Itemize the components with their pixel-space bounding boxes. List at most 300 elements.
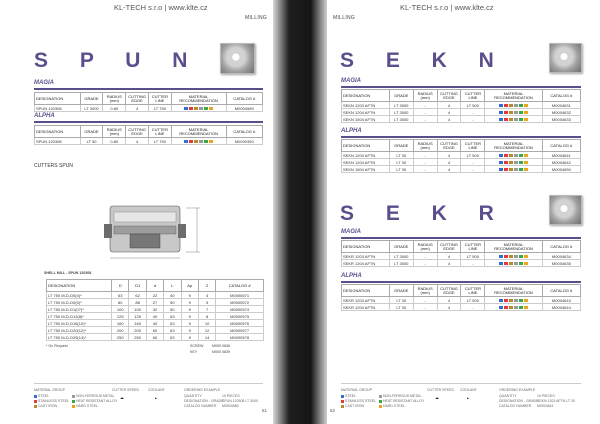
insert-image-sekn [549, 43, 582, 73]
table-cell: - [413, 253, 437, 260]
table-cell: M0000577 [216, 327, 264, 334]
material-color-chip [514, 306, 518, 309]
table-cell: 5 [198, 299, 215, 306]
table-row [47, 299, 264, 306]
table-cell: 100 [129, 306, 146, 313]
column-header: CATALOG # [226, 93, 263, 105]
material-color-chip [504, 255, 508, 258]
table-cell: - [413, 152, 437, 159]
material-color-chip [519, 168, 523, 171]
material-color-chip [524, 111, 528, 114]
table-cell: 4 [437, 304, 461, 311]
material-group-label: MATERIAL GROUP [341, 388, 372, 392]
table-cell: M0000578 [216, 334, 264, 341]
material-color-chip [509, 306, 513, 309]
right-catalog-page [327, 0, 600, 424]
table-cell: LT 30 [389, 152, 413, 159]
column-header: CUTTER LINE [148, 93, 171, 105]
column-header: CATALOG # [216, 280, 264, 292]
column-header: MATERIAL RECOMMENDATION [171, 93, 226, 105]
key-catalog: M000 0839 [212, 350, 230, 354]
material-color-chip [509, 118, 513, 121]
table-cell: LT 750 [148, 105, 171, 112]
column-header: CATALOG # [226, 126, 263, 138]
material-color-chip [189, 107, 193, 110]
table-cell: 63 [164, 334, 181, 341]
material-color-chip [72, 395, 75, 398]
sekr-magia-table [341, 240, 581, 267]
table-cell: - [461, 109, 485, 116]
ordering-example-line: 10 PIECES [537, 394, 555, 398]
table-row [47, 320, 264, 327]
header-brand: KL-TECH s.r.o | www.klte.cz [400, 3, 494, 12]
column-header: CUTTER LINE [148, 126, 171, 138]
table-cell: 10 [198, 320, 215, 327]
material-color-chip [514, 262, 518, 265]
table-cell: SEKN 1204 AFTN [342, 109, 390, 116]
ordering-example-line: DESIGNATION - GRADE [184, 399, 224, 403]
ordering-example-line: DESIGNATION - GRADE [499, 399, 539, 403]
material-color-chip [519, 306, 523, 309]
table-cell: 40 [164, 292, 181, 299]
column-header: GRADE [389, 90, 413, 102]
material-legend-label: CAST IRON [345, 404, 364, 408]
insert-image-sekr [549, 195, 582, 225]
column-header: CUTTER LINE [461, 285, 485, 297]
table-cell: M0004635 [542, 260, 580, 267]
material-color-chip [524, 168, 528, 171]
section-divider [341, 136, 581, 138]
table-row [342, 159, 581, 166]
table-cell: M0000575 [216, 313, 264, 320]
table-cell: 4 [437, 159, 461, 166]
material-color-chip [514, 168, 518, 171]
material-color-chip [519, 104, 523, 107]
spun-alpha-table [34, 125, 263, 145]
material-group-label: MATERIAL GROUP [34, 388, 65, 392]
material-color-chip [514, 161, 518, 164]
table-cell: M0004642 [542, 159, 580, 166]
table-cell: SEKN 1203 AFTN [342, 102, 390, 109]
table-cell: LT 750 M-D-D0(4)* [47, 292, 112, 299]
column-header: GRADE [389, 140, 413, 152]
table-row [342, 102, 581, 109]
ordering-example-line: M0004641 [537, 404, 554, 408]
coolant-label: COOLANT [148, 388, 165, 392]
table-cell: 27 [146, 299, 163, 306]
table-cell: 160 [129, 320, 146, 327]
table-cell: LT 750 [148, 138, 171, 145]
material-recommendation [485, 297, 542, 304]
material-color-chip [524, 306, 528, 309]
table-cell: 9 [181, 299, 198, 306]
table-cell: 4 [437, 260, 461, 267]
material-legend-item [72, 404, 98, 408]
table-row [47, 292, 264, 299]
magia-heading: MAGIA [34, 80, 54, 86]
table-cell: 9 [181, 334, 198, 341]
material-color-chip [509, 262, 513, 265]
table-cell: 60 [146, 334, 163, 341]
column-header: Ap [181, 280, 198, 292]
column-header: D1 [129, 280, 146, 292]
column-header: CUTTING EDGE [437, 241, 461, 253]
table-cell: 9 [181, 327, 198, 334]
table-cell: 32 [146, 306, 163, 313]
table-row [35, 138, 263, 145]
table-cell: - [413, 159, 437, 166]
material-recommendation [485, 152, 542, 159]
table-cell: 9 [181, 292, 198, 299]
material-color-chip [514, 118, 518, 121]
material-color-chip [509, 154, 513, 157]
material-color-chip [514, 299, 518, 302]
table-cell: M0000576 [216, 320, 264, 327]
table-cell: M0004632 [542, 109, 580, 116]
material-color-chip [509, 161, 513, 164]
speed-gauge-icon: ◓ [120, 396, 125, 403]
column-header: CUTTING EDGE [126, 126, 149, 138]
table-cell: - [461, 116, 485, 123]
material-recommendation [485, 109, 542, 116]
column-header: RADIUS (mm) [103, 93, 126, 105]
coolant-icon: ◔ [153, 396, 158, 403]
ordering-example-line: SPUN 120308 LT 3000 [222, 399, 258, 403]
table-cell: - [461, 304, 485, 311]
material-color-chip [509, 111, 513, 114]
ordering-example-line: SEKN 1203 AFTN LT 30 [537, 399, 575, 403]
table-cell: SPUN 120308 [35, 105, 81, 112]
material-legend-item [379, 404, 405, 408]
material-legend-item [341, 394, 356, 398]
sekn-alpha-table [341, 139, 581, 173]
table-row [342, 297, 581, 304]
material-color-chip [519, 255, 523, 258]
material-color-chip [499, 111, 503, 114]
sekn-magia-table [341, 89, 581, 123]
material-recommendation [171, 138, 226, 145]
material-color-chip [509, 168, 513, 171]
table-cell: M0000350 [226, 138, 263, 145]
material-color-chip [509, 299, 513, 302]
left-catalog-page [0, 0, 273, 424]
table-row [47, 306, 264, 313]
section-divider [34, 121, 263, 123]
table-cell: 4 [437, 152, 461, 159]
table-cell: 50 [164, 306, 181, 313]
table-cell: 160 [112, 320, 129, 327]
column-header: d [146, 280, 163, 292]
table-cell: 40 [146, 313, 163, 320]
material-color-chip [209, 107, 213, 110]
material-color-chip [204, 140, 208, 143]
table-row [47, 334, 264, 341]
table-cell: LT 3000 [389, 260, 413, 267]
table-cell: LT 500 [461, 152, 485, 159]
column-header: DESIGNATION [342, 241, 390, 253]
table-cell: LT 3000 [389, 253, 413, 260]
column-header: RADIUS (mm) [413, 285, 437, 297]
material-color-chip [379, 400, 382, 403]
column-header: DESIGNATION [342, 90, 390, 102]
table-cell: 4 [126, 138, 149, 145]
column-header: CUTTER LINE [461, 90, 485, 102]
material-color-chip [341, 400, 344, 403]
table-cell: 9 [181, 306, 198, 313]
material-recommendation [485, 159, 542, 166]
table-row [342, 166, 581, 173]
shell-mill-table [46, 279, 264, 341]
table-cell: SEKN 1504 AFTN [342, 166, 390, 173]
column-header: GRADE [389, 241, 413, 253]
table-cell: SEKR 1203 AFTN [342, 253, 390, 260]
column-header: MATERIAL RECOMMENDATION [485, 140, 542, 152]
table-cell: - [413, 116, 437, 123]
column-header: DESIGNATION [342, 285, 390, 297]
material-color-chip [504, 299, 508, 302]
ordering-example-label: ORDERING EXAMPLE [499, 388, 536, 392]
table-cell: LT 3000 [389, 116, 413, 123]
material-legend-label: NON-FERROUS METAL [383, 394, 422, 398]
table-cell: 0.80 [103, 138, 126, 145]
header-section: MILLING [333, 15, 356, 21]
cutter-speed-label: CUTTER SPEED [112, 388, 140, 392]
table-cell: 4 [437, 253, 461, 260]
section-divider [34, 88, 263, 90]
material-color-chip [199, 140, 203, 143]
column-header: DESIGNATION [35, 93, 81, 105]
material-color-chip [499, 161, 503, 164]
table-cell: SPUN 120308 [35, 138, 81, 145]
table-cell: 200 [129, 327, 146, 334]
table-row [342, 304, 581, 311]
column-header: RADIUS (mm) [413, 241, 437, 253]
table-cell: M0000572 [216, 299, 264, 306]
table-row [47, 327, 264, 334]
ordering-example-line: M0004589 [222, 404, 239, 408]
table-cell: M0000571 [216, 292, 264, 299]
table-cell: M0004631 [542, 102, 580, 109]
material-color-chip [514, 154, 518, 157]
table-row [47, 313, 264, 320]
material-color-chip [519, 154, 523, 157]
material-color-chip [504, 168, 508, 171]
ordering-example-label: ORDERING EXAMPLE [184, 388, 221, 392]
material-color-chip [524, 104, 528, 107]
alpha-heading: ALPHA [34, 113, 55, 119]
material-legend-label: CAST IRON [38, 404, 57, 408]
material-color-chip [189, 140, 193, 143]
table-cell: - [413, 304, 437, 311]
table-cell: M0004644 [542, 304, 580, 311]
cutter-speed-label: CUTTER SPEED [427, 388, 455, 392]
table-cell: SEKR 1203 AFTN [342, 297, 390, 304]
table-cell: M0004643 [542, 297, 580, 304]
product-title-sekr: S E K R [340, 202, 507, 225]
column-header: L [164, 280, 181, 292]
material-legend-label: STAINLESS STEEL [38, 399, 70, 403]
table-cell: - [413, 109, 437, 116]
ordering-example-line: CATALOG NUMBER [184, 404, 217, 408]
material-color-chip [524, 161, 528, 164]
material-color-chip [504, 111, 508, 114]
table-cell: 250 [112, 334, 129, 341]
table-cell: LT 750 M-D-D16(10)* [47, 320, 112, 327]
material-color-chip [519, 299, 523, 302]
table-cell: - [413, 260, 437, 267]
material-color-chip [524, 262, 528, 265]
table-cell: LT 30 [389, 166, 413, 173]
table-cell: SEKN 1203 AFTN [342, 152, 390, 159]
material-color-chip [72, 400, 75, 403]
table-cell: 60 [146, 327, 163, 334]
table-cell: 12 [198, 327, 215, 334]
table-cell: M0004634 [542, 253, 580, 260]
column-header: CUTTER LINE [461, 241, 485, 253]
material-color-chip [514, 255, 518, 258]
table-cell: 0.80 [103, 105, 126, 112]
cutters-heading: CUTTERS SPUN [34, 163, 73, 169]
material-color-chip [499, 168, 503, 171]
material-color-chip [519, 111, 523, 114]
material-legend-label: STEEL [38, 394, 50, 398]
table-cell: 80 [112, 299, 129, 306]
material-legend-item [34, 404, 57, 408]
table-cell: LT 30 [389, 297, 413, 304]
table-cell: - [413, 102, 437, 109]
column-header: DESIGNATION [47, 280, 112, 292]
table-row [342, 253, 581, 260]
table-row [342, 116, 581, 123]
column-header: MATERIAL RECOMMENDATION [485, 90, 542, 102]
table-cell: SEKR 1204 AFTN [342, 304, 390, 311]
material-legend-item [341, 404, 364, 408]
column-header: MATERIAL RECOMMENDATION [485, 241, 542, 253]
material-color-chip [499, 104, 503, 107]
material-legend-label: HARD STEEL [76, 404, 98, 408]
ordering-example-line: QUANTITY [184, 394, 202, 398]
column-header: RADIUS (mm) [103, 126, 126, 138]
material-legend-label: HARD STEEL [383, 404, 405, 408]
table-cell: M0004641 [542, 152, 580, 159]
material-legend-label: STEEL [345, 394, 357, 398]
table-cell: 4 [437, 116, 461, 123]
material-color-chip [504, 161, 508, 164]
table-cell: 125 [112, 313, 129, 320]
column-header: CATALOG # [542, 90, 580, 102]
table-cell: 63 [164, 327, 181, 334]
magia-heading: MAGIA [341, 78, 361, 84]
material-color-chip [379, 395, 382, 398]
material-color-chip [341, 405, 344, 408]
magia-heading: MAGIA [341, 229, 361, 235]
material-color-chip [504, 306, 508, 309]
material-recommendation [485, 253, 542, 260]
table-cell: 50 [164, 299, 181, 306]
material-color-chip [509, 255, 513, 258]
book-spine [273, 0, 327, 424]
ordering-example-line: QUANTITY [499, 394, 517, 398]
column-header: DESIGNATION [35, 126, 81, 138]
section-divider [341, 281, 581, 283]
table-cell: 100 [112, 306, 129, 313]
material-legend-label: HEAT RESISTANT ALLOY [76, 399, 118, 403]
table-cell: 22 [146, 292, 163, 299]
section-divider [341, 237, 581, 239]
material-color-chip [519, 161, 523, 164]
material-legend-item [379, 399, 424, 403]
column-header: CATALOG # [542, 285, 580, 297]
material-color-chip [499, 299, 503, 302]
header-brand: KL-TECH s.r.o | www.klte.cz [114, 3, 208, 12]
speed-gauge-icon: ◓ [435, 396, 440, 403]
footer-divider [34, 383, 263, 384]
material-color-chip [519, 262, 523, 265]
material-legend-label: HEAT RESISTANT ALLOY [383, 399, 425, 403]
material-color-chip [504, 118, 508, 121]
table-cell: M0000574 [216, 306, 264, 313]
table-cell: 62 [129, 292, 146, 299]
material-recommendation [171, 105, 226, 112]
column-header: GRADE [80, 126, 103, 138]
column-header: CUTTING EDGE [126, 93, 149, 105]
screw-label: SCREW [190, 344, 204, 348]
table-cell: - [413, 166, 437, 173]
table-cell: M0004633 [542, 116, 580, 123]
table-cell: 63 [164, 313, 181, 320]
material-color-chip [34, 395, 37, 398]
table-cell: 4 [198, 292, 215, 299]
table-cell: 4 [126, 105, 149, 112]
table-cell: - [413, 297, 437, 304]
alpha-heading: ALPHA [341, 273, 362, 279]
table-cell: SEKN 1504 AFTN [342, 116, 390, 123]
sekr-alpha-table [341, 284, 581, 311]
screw-catalog: M000 0836 [212, 344, 230, 348]
table-cell: 40 [146, 320, 163, 327]
table-cell: LT 750 M-D-D12(8)* [47, 313, 112, 320]
table-row [35, 105, 263, 112]
column-header: CUTTER LINE [461, 140, 485, 152]
table-cell: 9 [181, 313, 198, 320]
table-cell: 4 [437, 102, 461, 109]
spun-magia-table [34, 92, 263, 112]
table-cell: M0004650 [542, 166, 580, 173]
key-label: KEY [190, 350, 198, 354]
material-color-chip [524, 299, 528, 302]
table-cell: - [461, 260, 485, 267]
footer-divider [341, 383, 581, 384]
table-cell: 14 [198, 334, 215, 341]
column-header: RADIUS (mm) [413, 140, 437, 152]
material-color-chip [184, 107, 188, 110]
material-recommendation [485, 102, 542, 109]
column-header: GRADE [80, 93, 103, 105]
coolant-label: COOLANT [460, 388, 477, 392]
column-header: D [112, 280, 129, 292]
table-cell: 4 [437, 297, 461, 304]
material-legend-item [34, 394, 49, 398]
column-header: Z [198, 280, 215, 292]
table-cell: LT 500 [461, 102, 485, 109]
table-cell: 125 [129, 313, 146, 320]
material-color-chip [504, 104, 508, 107]
material-color-chip [499, 255, 503, 258]
material-legend-item [72, 399, 117, 403]
material-color-chip [34, 405, 37, 408]
table-cell: 200 [112, 327, 129, 334]
alpha-heading: ALPHA [341, 128, 362, 134]
